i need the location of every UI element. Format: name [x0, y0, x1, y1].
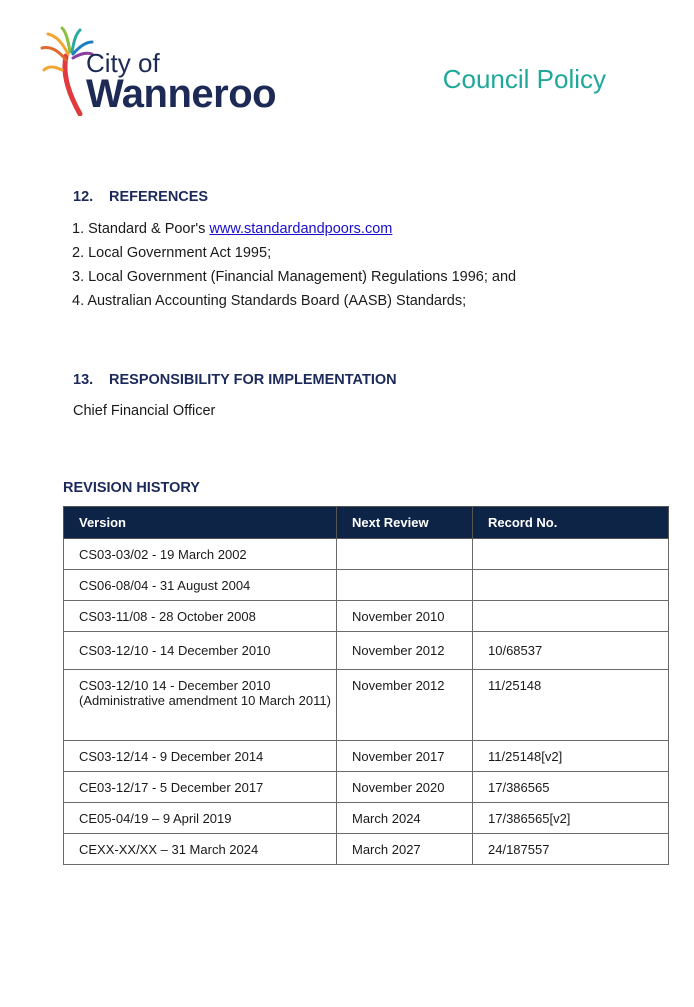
references-heading	[73, 189, 208, 205]
reference-item	[72, 220, 516, 244]
version-cell: CS03-11/08 - 28 October 2008	[64, 601, 337, 632]
col-next-review-header: Next Review	[337, 507, 473, 539]
table-row	[64, 601, 669, 632]
next-review-cell: November 2012	[337, 670, 473, 741]
version-cell: CS06-08/04 - 31 August 2004	[64, 570, 337, 601]
table-row	[64, 741, 669, 772]
city-logo	[40, 26, 290, 116]
col-version-header: Version	[64, 507, 337, 539]
reference-item: 2. Local Government Act 1995;	[72, 245, 272, 261]
record-no-cell: 10/68537	[473, 632, 669, 670]
reference-item: 4. Australian Accounting Standards Board (AASB) Standards;	[72, 293, 467, 309]
table-row	[64, 834, 669, 865]
table-row	[64, 632, 669, 670]
next-review-cell: November 2020	[337, 772, 473, 803]
next-review-cell: November 2017	[337, 741, 473, 772]
table-row	[64, 570, 669, 601]
record-no-cell: 11/25148[v2]	[473, 741, 669, 772]
version-cell: CS03-03/02 - 19 March 2002	[64, 539, 337, 570]
record-no-cell: 17/386565	[473, 772, 669, 803]
revision-history-title: REVISION HISTORY	[63, 480, 200, 496]
responsibility-heading	[73, 372, 397, 388]
responsible-officer: Chief Financial Officer	[73, 403, 216, 419]
version-cell	[64, 670, 337, 741]
record-no-cell: 11/25148	[473, 670, 669, 741]
version-text: CS03-12/10 14 - December 2010	[79, 678, 271, 693]
table-header-row	[64, 507, 669, 539]
logo-name-text: Wanneroo	[86, 72, 277, 116]
record-no-cell	[473, 601, 669, 632]
references-title: REFERENCES	[109, 189, 209, 205]
table-row	[64, 539, 669, 570]
references-number: 12.	[73, 189, 94, 205]
next-review-cell: March 2027	[337, 834, 473, 865]
table-row	[64, 772, 669, 803]
next-review-cell	[337, 570, 473, 601]
next-review-cell: November 2012	[337, 632, 473, 670]
record-no-cell: 24/187557	[473, 834, 669, 865]
table-row	[64, 803, 669, 834]
references-list	[72, 220, 516, 316]
next-review-cell: March 2024	[337, 803, 473, 834]
version-cell: CEXX-XX/XX – 31 March 2024	[64, 834, 337, 865]
document-type-label: Council Policy	[442, 64, 606, 94]
record-no-cell	[473, 570, 669, 601]
version-cell: CE03-12/17 - 5 December 2017	[64, 772, 337, 803]
version-note: (Administrative amendment 10 March 2011)	[79, 693, 331, 708]
version-cell: CE05-04/19 – 9 April 2019	[64, 803, 337, 834]
revision-history-table	[63, 506, 669, 865]
col-record-no-header: Record No.	[473, 507, 669, 539]
record-no-cell: 17/386565[v2]	[473, 803, 669, 834]
responsibility-number: 13.	[73, 372, 94, 388]
version-cell: CS03-12/10 - 14 December 2010	[64, 632, 337, 670]
record-no-cell	[473, 539, 669, 570]
next-review-cell	[337, 539, 473, 570]
standardandpoors-link[interactable]: www.standardandpoors.com	[209, 221, 393, 237]
table-row	[64, 670, 669, 741]
responsibility-title: RESPONSIBILITY FOR IMPLEMENTATION	[109, 372, 397, 388]
logo-city-text: City of	[86, 48, 160, 78]
reference-prefix: 1. Standard & Poor's	[72, 221, 210, 237]
version-cell: CS03-12/14 - 9 December 2014	[64, 741, 337, 772]
next-review-cell: November 2010	[337, 601, 473, 632]
reference-item: 3. Local Government (Financial Management) Regulations 1996; and	[72, 269, 517, 285]
